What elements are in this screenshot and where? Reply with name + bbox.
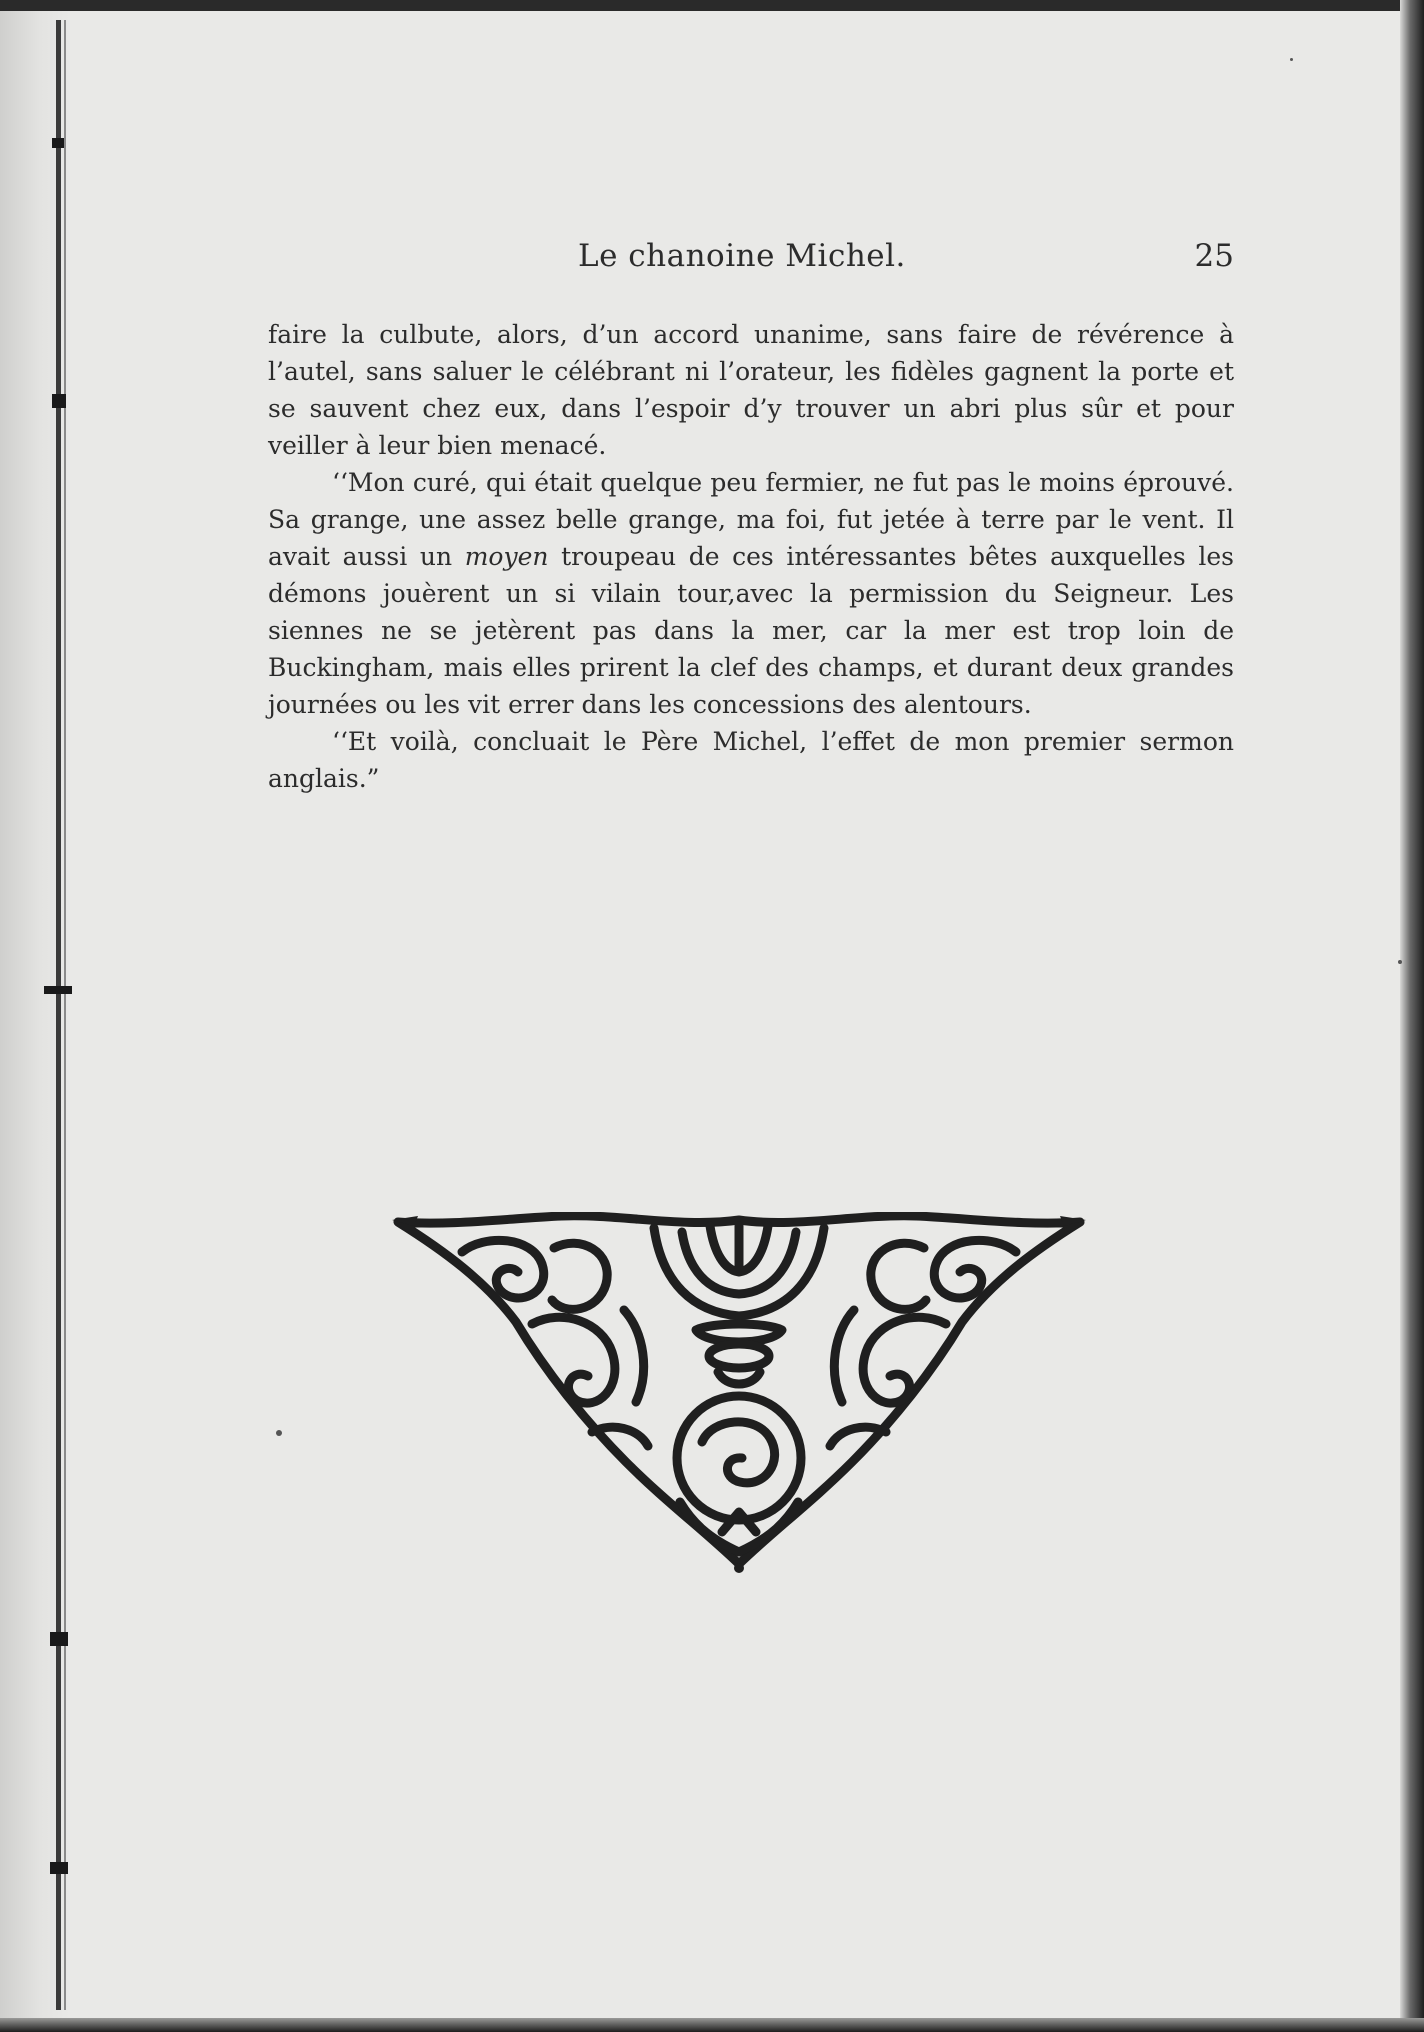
running-head-title: Le chanoine Michel. bbox=[578, 238, 906, 274]
running-head bbox=[268, 238, 1234, 282]
paragraph-3: ‘‘Et voilà, concluait le Père Michel, l’effet de mon premier sermon anglais.” bbox=[268, 727, 1234, 793]
body-text bbox=[268, 316, 1234, 797]
paragraph-1: faire la culbute, alors, d’un accord unanime, sans faire de révérence à l’autel, sans saluer le célébrant ni l’orateur, les fidèles gagnent la porte et se sauvent chez eux, dans l’espoir d’y trouver un abri plus sûr et pour veiller à leur bien menacé. bbox=[268, 320, 1234, 460]
paragraph-2-start: ‘‘Mon curé, qui était quelque peu fermier, ne fut pas le moins éprouvé. Sa grange, une assez belle grange, ma foi, fut jetée à terre par le vent. Il avait aussi un bbox=[268, 468, 1234, 571]
page-number: 25 bbox=[1194, 238, 1234, 274]
paragraph-2-end: troupeau de ces intéressantes bêtes auxquelles les démons jouèrent un si vilain tour,avec la permission du Seigneur. Les siennes ne se jetèrent pas dans la mer, car la mer est trop loin de Buckingham, mais elles prirent la clef des champs, et durant deux grandes journées ou les vit errer dans les concessions des alentours. bbox=[268, 542, 1234, 719]
paragraph-2-italic: moyen bbox=[464, 542, 549, 571]
tailpiece-ornament-icon bbox=[392, 1212, 1086, 1574]
paragraph-2 bbox=[268, 464, 1234, 723]
